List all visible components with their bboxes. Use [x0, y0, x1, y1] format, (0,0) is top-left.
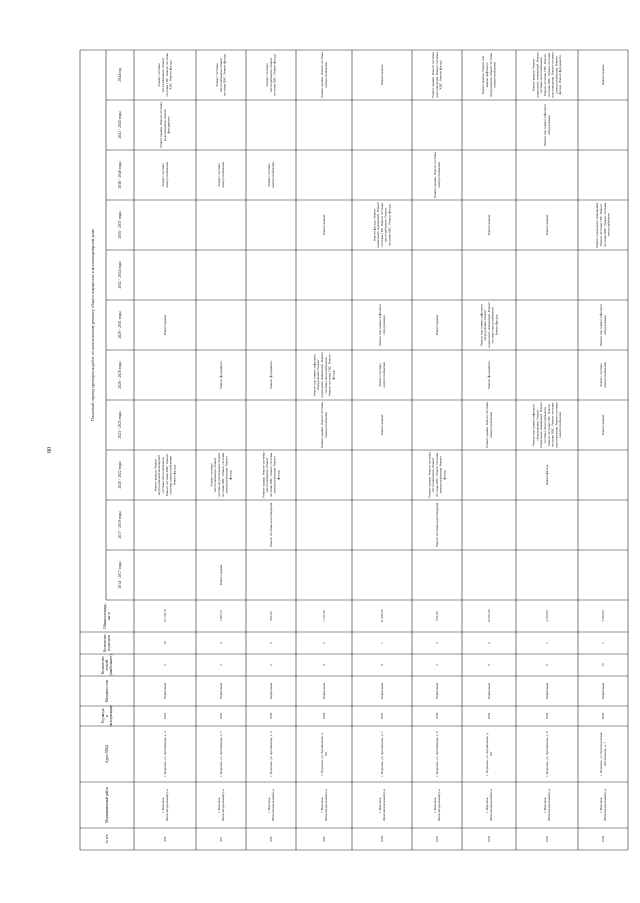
cell-998-p1: Ремонт системы водоотведения: [268, 502, 273, 548]
cell-1000-p3: Ремонт крыши: [379, 414, 384, 436]
cell-997-area: 1 095,70: [218, 610, 223, 622]
header-period-4: 2026 - 2028 годы: [118, 361, 123, 389]
cell-1004-num: 1004: [600, 835, 605, 843]
cell-1004-p5: Ремонт или замена лифтовогооборудования: [599, 303, 607, 347]
cell-1003-p3: Ремонт или замена лифтовогооборудования. Ремонтподвальных помещений. Ремонтсистемы теплоснабжения.Ремонт системы ГВС. Ремонтсистемы ХВС. Ремонт системыводоотведения. Ремонт системыэлектроснабжения: [531, 402, 563, 448]
cell-998-num: 998: [268, 836, 273, 842]
cell-1003-p9: Ремонт или замена лифтовогооборудования: [543, 103, 551, 147]
cell-998-material: Кирпичные: [268, 682, 273, 700]
header-address: Адрес МКД: [104, 744, 109, 764]
cell-1002-district: г. Воронеж,Железнодорожный р-н: [485, 789, 493, 821]
cell-1002-p3: Ремонт крыши. Ремонт системыэлектроснабжения: [485, 402, 493, 448]
cell-1000-address: г. Воронеж, ул. Артамонова, д. 7: [379, 731, 384, 777]
cell-997-floors: 2: [218, 664, 223, 666]
cell-1000-p7: Ремонт фасада. Ремонтподвальных помещений. Ремонтсистемы ГВС. Ремонт системытеплоснабжения. Ремонтсистемы ХВС. Ремонт фасада: [372, 202, 392, 248]
cell-997-num: 997: [218, 836, 223, 842]
cell-999-address: г. Воронеж, ул. Артамонова, д.6А: [320, 732, 328, 776]
cell-1000-district: г. Воронеж,Железнодорожный р-н: [378, 789, 386, 821]
cell-999-p3: Ремонт крыши. Ремонт системыэлектроснабжения: [320, 402, 328, 448]
cell-1002-p7: Ремонт крыши: [486, 214, 491, 236]
cell-1003-p2: Ремонт фасада: [544, 464, 549, 486]
cell-996-num: 996: [162, 836, 167, 842]
cell-1002-address: г. Воронеж, ул. Артамонова, д.8А: [485, 732, 493, 776]
cell-999-p7: Ремонт крыши: [321, 214, 326, 236]
cell-998-p10: Ремонт системытеплоснабжения. Ремонтсистемы ХВС. Ремонт фасада: [265, 54, 277, 96]
cell-1002-floors: 9: [486, 664, 491, 666]
cell-997-p0: Ремонт крыши: [218, 564, 223, 586]
cell-997-material: Кирпичные: [218, 682, 223, 700]
cell-1003-p7: Ремонт крыши: [544, 214, 549, 236]
cell-997-address: г. Воронеж, ул. Артамонова, д. 5: [218, 731, 223, 777]
cell-1000-p10: Ремонт крыши: [379, 64, 384, 86]
cell-1004-material: Кирпичные: [600, 682, 605, 700]
page-number: 80: [47, 447, 53, 453]
header-period-9: 2041 - 2043 годы: [118, 111, 123, 139]
cell-1002-num: 1002: [486, 835, 491, 843]
cell-998-p4: Ремонт фундамента: [268, 361, 273, 389]
cell-1002-p4: Ремонт фундамента: [486, 361, 491, 389]
cell-1004-district: г. Воронеж,Железнодорожный р-н: [599, 789, 607, 821]
header-district: Муниципальный район: [104, 787, 109, 823]
cell-999-area: 7 511,00: [321, 610, 326, 622]
cell-998-p2: Ремонт крыши. Ремонт системытеплоснабжения. Ремонтсистемы ХВС. Ремонт системыэлектроснабжения. Ремонтфасада: [261, 452, 281, 498]
cell-998-district: г. Воронеж,Железнодорожный р-н: [267, 789, 275, 821]
header-period-1: 2017 - 2019 годы: [118, 511, 123, 539]
cell-999-district: г. Воронеж,Железнодорожный р-н: [320, 789, 328, 821]
cell-999-year: 1982: [321, 712, 326, 720]
cell-1003-num: 1003: [544, 835, 549, 843]
cell-998-address: г. Воронеж, ул. Артамонова, д. 6: [268, 731, 273, 777]
cell-1001-num: 1001: [434, 835, 439, 843]
cell-1002-p10: Ремонт крыши. Ремонт илизамена лифтовогооборудования. Ремонт системыэлектроснабжения: [481, 53, 497, 97]
cell-1003-area: 4 100,00: [544, 610, 549, 622]
cell-997-district: г. Воронеж,Железнодорожный р-н: [217, 789, 225, 821]
header-period-0: 2014 - 2017 годы: [118, 561, 123, 589]
cell-1004-address: г. Воронеж, ул. Краснодонская(Волоконка), д. 1: [599, 732, 607, 776]
cell-996-p9: Ремонт крыши. Ремонт системыводоотведения. Ремонтфундамента: [159, 102, 171, 148]
header-period-8: 2038 - 2040 годы: [118, 161, 123, 189]
cell-1004-p3: Ремонт крыши: [600, 414, 605, 436]
header-period-10: 2044 год: [118, 68, 123, 82]
cell-1004-p10: Ремонт крыши: [600, 64, 605, 86]
cell-1000-p5: Ремонт или замена лифтовогооборудования: [378, 303, 386, 347]
header-floors: Количествоэтажей(наибольшее): [100, 654, 114, 676]
cell-996-floors: 5: [162, 664, 167, 666]
cell-1001-address: г. Воронеж, ул. Артамонова, д. 8: [434, 731, 439, 777]
cell-1001-material: Кирпичные: [434, 682, 439, 700]
cell-1001-year: 1958: [434, 712, 439, 720]
cell-996-p8: Ремонт системыэлектроснабжения: [161, 162, 169, 188]
cell-1003-year: 1984: [544, 712, 549, 720]
cell-1002-p5: Ремонт или замена лифтовогооборудования. Ремонтподвальных помещений. Ремонтсистемы теплоснабжения.Ремонт фасада: [479, 302, 499, 348]
cell-999-num: 999: [321, 836, 326, 842]
cell-996-area: 14 736,78: [162, 609, 167, 623]
header-period-2: 2020 - 2022 годы: [118, 461, 123, 489]
cell-1002-entrances: 4: [486, 642, 491, 644]
cell-999-floors: 9: [321, 664, 326, 666]
header-year: Год вводавэксплуатацию: [100, 705, 114, 727]
cell-999-entrances: 2: [321, 642, 326, 644]
cell-1000-floors: 8: [379, 664, 384, 666]
cell-1003-p10: Ремонт крыши. Ремонтподвальных помещений. Ремонтсистемы теплоснабжения.Ремонт системы ГВС. Ремонтсистемы ХВС. Ремонт системыводоотведения. Ремонт системыэлектроснабжения. Ремонтфасада. Ремонт фундамента: [531, 52, 563, 98]
header-num: № п/п: [104, 834, 109, 844]
header-period-5: 2029 - 2031 годы: [118, 311, 123, 339]
cell-1000-p4: Ремонт системыэлектроснабжения: [378, 362, 386, 388]
cell-997-year: 1960: [218, 712, 223, 720]
cell-998-entrances: 2: [268, 642, 273, 644]
cell-998-floors: 2: [268, 664, 273, 666]
cell-1001-p2: Ремонт крыши. Ремонт системытеплоснабжения. Ремонтсистемы ХВС. Ремонт системыэлектроснабжения. Ремонтфасада: [427, 452, 447, 498]
cell-1001-p5: Ремонт крыши: [434, 314, 439, 336]
cell-1000-material: Кирпичные: [379, 682, 384, 700]
cell-1001-entrances: 2: [434, 642, 439, 644]
cell-1003-address: г. Воронеж, ул. Артамонова, д. 9: [544, 731, 549, 777]
capital-repair-table: [80, 50, 628, 850]
cell-997-p10: Ремонт системытеплоснабжения. Ремонтсистемы ХВС. Ремонт фасада: [215, 54, 227, 96]
header-material: Материал стен: [104, 679, 109, 703]
cell-1000-entrances: 1: [379, 642, 384, 644]
cell-1002-area: 10 601,00: [486, 609, 491, 623]
cell-998-p8: Ремонт системыэлектроснабжения: [267, 162, 275, 188]
cell-1000-year: 2005: [379, 712, 384, 720]
cell-996-year: 1981: [162, 712, 167, 720]
cell-1001-p1: Ремонт системы водоотведения: [434, 502, 439, 548]
cell-998-area: 802,00: [268, 611, 273, 621]
cell-1003-entrances: 1: [544, 642, 549, 644]
header-period-3: 2023 - 2025 годы: [118, 411, 123, 439]
cell-999-p4: Ремонт или замена лифтовогооборудования. Ремонтподвальных помещений. Ремонтсистемы теплоснабжения.Ремонт системы ГВС. Ремонтфасада: [312, 352, 336, 398]
cell-996-address: г. Воронеж, ул. Артамонова, д. 4: [162, 731, 167, 777]
header-period-7: 2035 - 2037 годы: [118, 211, 123, 239]
cell-998-year: 1958: [268, 712, 273, 720]
cell-1003-material: Кирпичные: [544, 682, 549, 700]
cell-1004-year: 2006: [600, 712, 605, 720]
cell-1004-floors: 15: [600, 663, 605, 667]
cell-996-district: г. Воронеж,Железнодорожный р-н: [161, 789, 169, 821]
cell-1002-material: Кирпичные: [486, 682, 491, 700]
cell-997-p2: Ремонт системытеплоснабжения. Ремонтсистемы водоотведения. Ремонтсистемы ХВС. Ремонт системыэлектроснабжения. Ремонтфасада: [209, 452, 233, 498]
header-area: Общая площадь,кв. м: [102, 603, 112, 629]
cell-1000-area: 11 990,90: [379, 609, 384, 623]
cell-996-material: Кирпичные: [162, 682, 167, 700]
header-period-6: 2032 - 2034 годы: [118, 261, 123, 289]
cell-996-entrances: 18: [162, 641, 167, 645]
cell-1003-floors: 9: [544, 664, 549, 666]
cell-999-p10: Ремонт крыши. Ремонт системыэлектроснабжения: [320, 52, 328, 98]
cell-996-p10: Ремонт системытеплоснабжения. Ремонтсистемы ГВС. Ремонт системыХВС. Ремонт фасада: [157, 53, 173, 97]
cell-997-entrances: 4: [218, 642, 223, 644]
cell-999-material: Кирпичные: [321, 682, 326, 700]
cell-1004-p7: Ремонт подвальных помещений.Ремонт системы ГВС. Ремонтсистемы ХВС. Ремонт системытеплоснабжения: [595, 202, 611, 248]
cell-1004-entrances: 1: [600, 642, 605, 644]
cell-1004-area: 5 930,00: [600, 610, 605, 622]
cell-1001-district: г. Воронеж,Железнодорожный р-н: [433, 789, 441, 821]
table-caption: Плановый период проведения работ по капитальному ремонту общего имущества в многоквартирном доме: [90, 229, 96, 421]
cell-1001-p10: Ремонт крыши. Ремонт системыводоотведения. Ремонт системыХВС. Ремонт фасада: [431, 52, 443, 98]
cell-997-p4: Ремонт фундамента: [218, 361, 223, 389]
cell-996-p5: Ремонт крыши: [162, 314, 167, 336]
cell-1004-p4: Ремонт системыэлектроснабжения: [599, 362, 607, 388]
cell-1002-year: 1992: [486, 712, 491, 720]
cell-997-p8: Ремонт системыэлектроснабжения: [217, 162, 225, 188]
cell-996-p2: Ремонт крыши. Ремонтвнутридомовой инженернойсистемы теплоснабжения.Ремонт системы ХВС. Ремонтсистемы электроснабжения.Ремонт фасада: [153, 453, 177, 497]
cell-1003-district: г. Воронеж,Железнодорожный р-н: [543, 789, 551, 821]
cell-1001-floors: 2: [434, 664, 439, 666]
cell-1000-num: 1000: [379, 835, 384, 843]
cell-1001-p8: Ремонт крыши. Ремонт системыэлектроснабжения: [433, 152, 441, 198]
header-entrances: Количествоподъездов: [102, 634, 112, 652]
cell-1001-area: 952,00: [434, 611, 439, 621]
